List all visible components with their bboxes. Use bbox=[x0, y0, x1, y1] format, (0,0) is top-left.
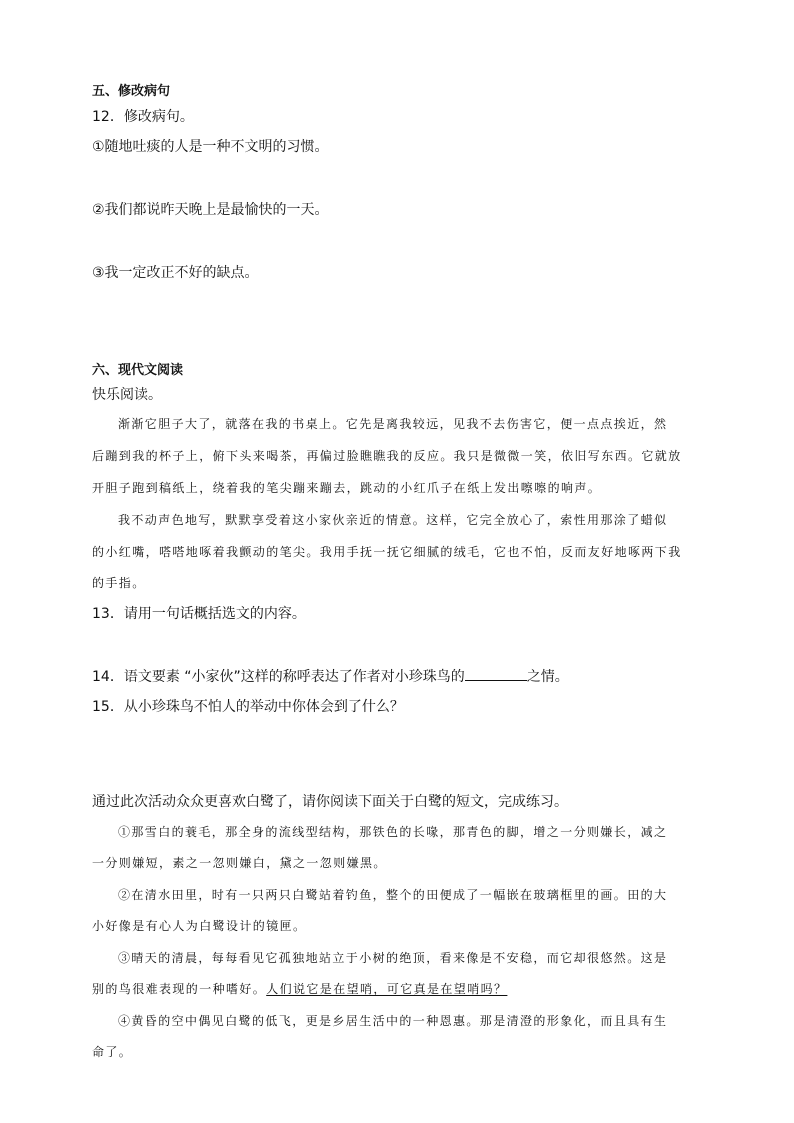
reading-intro: 快乐阅读。 bbox=[92, 387, 162, 403]
egret-line bbox=[92, 980, 507, 997]
question-15: 15．从小珍珠鸟不怕人的举动中你体会到了什么？ bbox=[92, 699, 404, 715]
passage-line: 的小红嘴，嗒嗒地啄着我颤动的笔尖。我用手抚一抚它细腻的绒毛，它也不怕，反而友好地啄两下我 bbox=[92, 545, 682, 559]
passage-line: 我不动声色地写，默默享受着这小家伙亲近的情意。这样，它完全放心了，索性用那涂了蜡似 bbox=[118, 513, 668, 527]
egret-line: ④黄昏的空中偶见白鹭的低飞，更是乡居生活中的一种恩惠。那是清澄的形象化，而且具有生 bbox=[118, 1014, 668, 1028]
passage-line: 的手指。 bbox=[92, 576, 146, 590]
sentence-3: ③我一定改正不好的缺点。 bbox=[92, 265, 259, 281]
question-12: 12．修改病句。 bbox=[92, 109, 194, 125]
question-14 bbox=[92, 666, 569, 686]
passage-line: 后蹦到我的杯子上，俯下头来喝茶，再偏过脸瞧瞧我的反应。我只是微微一笑，依旧写东西。它就放 bbox=[92, 449, 682, 463]
passage-line: 开胆子跑到稿纸上，绕着我的笔尖蹦来蹦去，跳动的小红爪子在纸上发出嚓嚓的响声。 bbox=[92, 481, 602, 495]
question-14-text: 14．语文要素 “小家伙”这样的称呼表达了作者对小珍珠鸟的 bbox=[92, 669, 465, 685]
egret-line: 命了。 bbox=[92, 1045, 133, 1059]
passage-line: 渐渐它胆子大了，就落在我的书桌上。它先是离我较远，见我不去伤害它，便一点点挨近，然 bbox=[118, 417, 668, 431]
answer-blank[interactable] bbox=[465, 667, 527, 681]
section-heading-revise: 五、修改病句 bbox=[92, 84, 171, 99]
egret-intro: 通过此次活动众众更喜欢白鹭了，请你阅读下面关于白鹭的短文，完成练习。 bbox=[92, 794, 568, 810]
egret-line: 小好像是有心人为白鹭设计的镜匣。 bbox=[92, 919, 307, 933]
sentence-2: ②我们都说昨天晚上是最愉快的一天。 bbox=[92, 202, 329, 218]
question-14-suffix: 之情。 bbox=[526, 669, 569, 685]
question-13: 13．请用一句话概括选文的内容。 bbox=[92, 606, 306, 622]
section-heading-reading: 六、现代文阅读 bbox=[92, 363, 184, 378]
underlined-sentence: 人们说它是在望哨，可它真是在望哨吗？ bbox=[266, 982, 508, 996]
egret-text: 别的鸟很难表现的一种嗜好。 bbox=[92, 982, 267, 996]
egret-line: ②在清水田里，时有一只两只白鹭站着钓鱼，整个的田便成了一幅嵌在玻璃框里的画。田的大 bbox=[118, 888, 668, 902]
sentence-1: ①随地吐痰的人是一种不文明的习惯。 bbox=[92, 139, 329, 155]
egret-line: 一分则嫌短，素之一忽则嫌白，黛之一忽则嫌黑。 bbox=[92, 856, 387, 870]
egret-line: ①那雪白的蓑毛，那全身的流线型结构，那铁色的长喙，那青色的脚，增之一分则嫌长，减之 bbox=[118, 825, 668, 839]
egret-line: ③晴天的清晨，每每看见它孤独地站立于小树的绝顶，看来像是不安稳，而它却很悠然。这是 bbox=[118, 951, 668, 965]
